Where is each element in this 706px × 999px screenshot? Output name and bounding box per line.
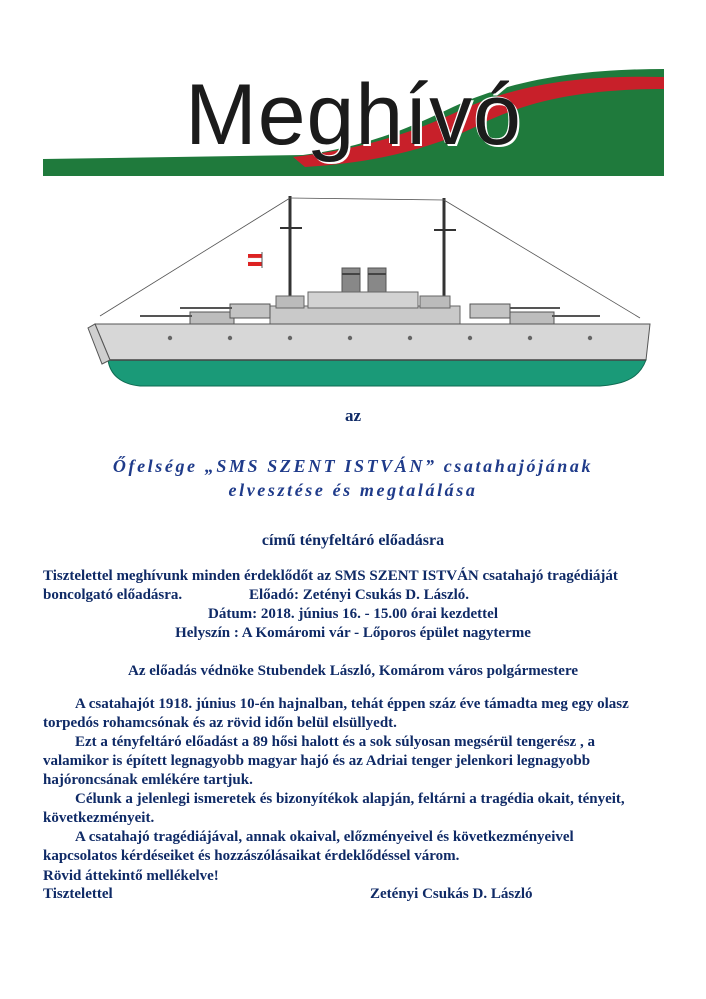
body-line: Ezt a tényfeltáró előadást a 89 hősi halott és a sok súlyosan megsérül tengerész , a [75,734,595,750]
body-line: következményeit. [43,810,155,826]
body-paragraph-3 [43,790,673,828]
page-title: Meghívó [185,67,522,163]
body-line: hajóroncsának emlékére tartjuk. [43,772,253,788]
austrian-flag-icon [248,252,262,268]
event-headline [0,454,706,502]
invite-line-1: Tisztelettel meghívunk minden érdeklődőt az SMS SZENT ISTVÁN csatahajó tragédiáját [43,568,618,584]
intro-word: az [344,406,362,425]
body-paragraph-4 [43,828,673,866]
event-subtitle: című tényfeltáró előadásra [261,532,445,549]
header-banner [43,59,664,176]
body-line: valamikor is épített legnagyobb magyar hajó és az Adriai tenger jelenkori legnagyobb [43,753,591,769]
headline-line-2: elvesztése és megtalálása [228,480,478,500]
invite-line-2 [43,586,673,605]
body-paragraph-1 [43,695,673,733]
patron-line: Az előadás védnöke Stubendek László, Komárom város polgármestere [128,663,578,679]
event-venue: Helyszín : A Komáromi vár - Lőporos épület nagyterme [175,625,531,641]
body-paragraph-2 [43,733,673,790]
greeting: Tisztelettel [43,886,113,902]
body-line: torpedós rohamcsónak és az rövid időn belül elsüllyedt. [43,715,397,731]
body-line: A csatahajót 1918. június 10-én hajnalban, tehát éppen száz éve támadta meg egy olasz [75,696,629,712]
presenter: Előadó: Zetényi Csukás D. László. [249,587,470,603]
body-line: A csatahajó tragédiájával, annak okaival, előzményeivel és következményeivel [75,829,574,845]
headline-line-1: Őfelsége „SMS SZENT ISTVÁN” csatahajójának [112,456,594,476]
event-date: Dátum: 2018. június 16. - 15.00 órai kezdettel [208,606,498,622]
signature: Zetényi Csukás D. László [370,886,533,902]
battleship-illustration [80,188,665,398]
body-line: kapcsolatos kérdéseiket és hozzászólásaikat érdeklődéssel várom. [43,848,460,864]
body-line: Célunk a jelenlegi ismeretek és bizonyítékok alapján, feltárni a tragédia okait, tényeit, [75,791,625,807]
invite-line-2-a: boncolgató előadásra. [43,587,183,603]
attachment-note: Rövid áttekintő mellékelve! [43,868,219,884]
